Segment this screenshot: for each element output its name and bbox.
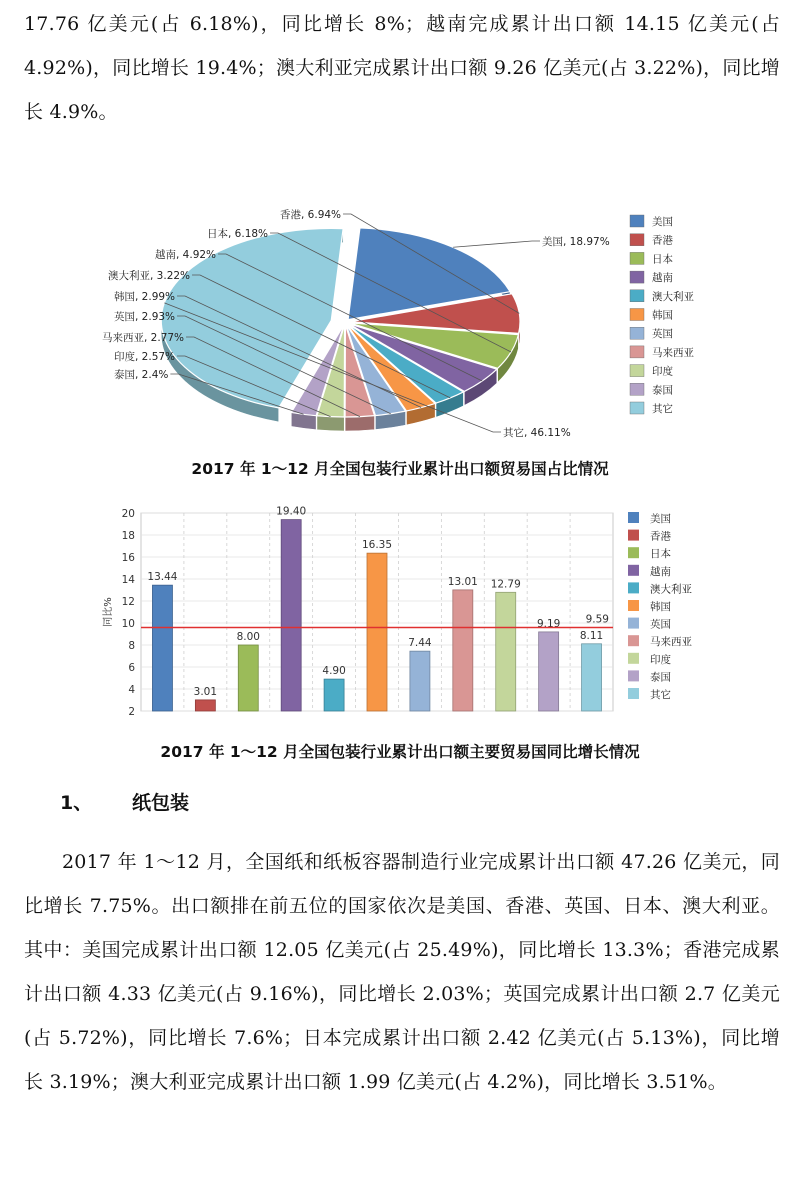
pie-legend-swatch-item-1 <box>630 234 644 246</box>
bar-item-4 <box>324 679 344 711</box>
bar-ytick-label: 20 <box>121 508 135 520</box>
bar-item-2 <box>238 645 258 711</box>
bar-legend-label-item-5: 韩国 <box>650 601 671 613</box>
pie-legend-label-item-1: 香港 <box>652 234 673 247</box>
pie-legend-label-item-6: 英国 <box>652 328 673 341</box>
pie-slice-side-item-8 <box>317 416 344 431</box>
bar-item-0 <box>152 585 172 711</box>
bar-legend-label-item-8: 印度 <box>650 653 671 666</box>
bar-value-label-item-10: 8.11 <box>579 629 604 642</box>
pie-legend-label-item-7: 马来西亚 <box>652 346 694 359</box>
bar-item-8 <box>496 592 516 711</box>
pie-legend-swatch-item-6 <box>630 327 644 339</box>
pie-legend-swatch-item-2 <box>630 252 644 264</box>
bar-legend-label-item-1: 香港 <box>650 530 671 543</box>
bar-item-7 <box>453 590 473 711</box>
pie-label-item-3: 越南, 4.92% <box>155 249 217 261</box>
bar-legend-swatch-item-4 <box>628 582 639 593</box>
bar-value-label-item-1: 3.01 <box>193 685 218 698</box>
bar-ytick-label: 12 <box>121 596 135 608</box>
bar-value-label-item-4: 4.90 <box>322 665 346 678</box>
pie-legend-label-item-3: 越南 <box>652 272 673 285</box>
bar-ytick-label: 18 <box>121 530 135 542</box>
bar-legend-label-item-7: 马来西亚 <box>650 636 692 649</box>
bar-ytick-label: 6 <box>128 662 135 674</box>
bar-ytick-label: 8 <box>128 640 135 652</box>
bar-legend-label-item-9: 泰国 <box>650 671 671 684</box>
pie-legend-label-item-8: 印度 <box>652 365 673 378</box>
pie-label-item-4: 澳大利亚, 3.22% <box>108 270 191 282</box>
pie-legend-label-item-9: 泰国 <box>652 384 673 397</box>
pie-legend-swatch-item-3 <box>630 271 644 283</box>
pie-legend-label-item-5: 韩国 <box>652 309 673 322</box>
pie-label-item-2: 日本, 6.18% <box>207 228 269 240</box>
pie-label-item-1: 香港, 6.94% <box>280 209 342 221</box>
bar-item-6 <box>410 651 430 711</box>
bar-item-10 <box>582 644 602 711</box>
bar-ytick-label: 10 <box>121 618 135 630</box>
bar-value-label-item-0: 13.44 <box>147 571 178 584</box>
bar-value-label-item-3: 19.40 <box>276 505 307 518</box>
pie-legend-label-item-0: 美国 <box>652 216 673 228</box>
bar-ytick-label: 2 <box>128 706 135 718</box>
pie-leader-item-0 <box>453 241 540 247</box>
bar-chart <box>95 497 715 719</box>
bar-legend-swatch-item-5 <box>628 600 639 611</box>
pie-label-item-5: 韩国, 2.99% <box>114 291 176 303</box>
pie-label-item-10: 其它, 46.11% <box>503 427 571 439</box>
bar-value-label-item-9: 9.19 <box>536 617 561 630</box>
bar-value-label-item-7: 13.01 <box>447 575 478 588</box>
pie-label-item-9: 泰国, 2.4% <box>114 369 169 381</box>
paper-packaging-paragraph: 2017 年 1～12 月，全国纸和纸板容器制造行业完成累计出口额 47.26 亿美元，同比增长 7.75%。出口额排在前五位的国家依次是美国、香港、英国、日本、澳大利亚。其中：美国完成累计出口额 12.05 亿美元(占 25.49%)，同比增长 13.3%；香港完成累计出口额 4.33 亿美元(占 9.16%)，同比增长 2.03%；英国完成累计出口额 2.7 亿美元(占 5.72%)，同比增长 7.6%；日本完成累计出口额 2.42 亿美元(占 5.13%)，同比增长 3.19%；澳大利亚完成累计出口额 1.99 亿美元(占 4.2%)，同比增长 3.51%。 <box>24 851 780 1093</box>
section-heading <box>60 788 189 815</box>
pie-legend-swatch-item-0 <box>630 215 644 227</box>
pie-legend-swatch-item-4 <box>630 290 644 302</box>
bar-legend-swatch-item-7 <box>628 635 639 646</box>
bar-legend <box>628 512 692 701</box>
bar-reference-label: 9.59 <box>585 613 609 626</box>
pie-legend-label-item-2: 日本 <box>652 253 673 266</box>
pie-chart <box>95 200 715 455</box>
bar-ytick-label: 4 <box>128 684 135 696</box>
pie-label-item-6: 英国, 2.93% <box>114 311 176 323</box>
bar-legend-swatch-item-9 <box>628 670 639 681</box>
bar-legend-label-item-3: 越南 <box>650 565 671 578</box>
pie-label-item-8: 印度, 2.57% <box>114 351 176 363</box>
pie-legend-swatch-item-7 <box>630 346 644 358</box>
bar-value-label-item-5: 16.35 <box>361 539 393 552</box>
pie-slice-side-item-7 <box>345 416 374 431</box>
bar-legend-label-item-2: 日本 <box>650 548 671 561</box>
pie-legend-label-item-10: 其它 <box>652 403 673 415</box>
bar-legend-swatch-item-0 <box>628 512 639 523</box>
bar-legend-swatch-item-1 <box>628 530 639 541</box>
bar-item-1 <box>195 700 215 711</box>
bar-chart-caption: 2017 年 1～12 月全国包装行业累计出口额主要贸易国同比增长情况 <box>160 743 640 761</box>
pie-legend <box>630 215 694 415</box>
pie-legend-swatch-item-9 <box>630 383 644 395</box>
bar-ylabel: 同比% <box>103 597 114 627</box>
bar-legend-label-item-10: 其它 <box>650 689 671 701</box>
bar-legend-label-item-6: 英国 <box>650 618 671 631</box>
pie-legend-label-item-4: 澳大利亚 <box>652 290 694 303</box>
bar-ytick-label: 14 <box>121 574 135 586</box>
bar-legend-label-item-0: 美国 <box>650 513 671 525</box>
bar-ytick-label: 16 <box>121 552 135 564</box>
pie-legend-swatch-item-8 <box>630 365 644 377</box>
bar-value-label-item-2: 8.00 <box>236 631 260 643</box>
bar-legend-label-item-4: 澳大利亚 <box>650 583 692 596</box>
pie-label-item-0: 美国, 18.97% <box>542 236 610 248</box>
bar-item-5 <box>367 553 387 711</box>
pie-legend-swatch-item-10 <box>630 402 644 414</box>
pie-chart-caption: 2017 年 1～12 月全国包装行业累计出口额贸易国占比情况 <box>191 460 609 478</box>
bar-legend-swatch-item-6 <box>628 618 639 629</box>
pie-label-item-7: 马来西亚, 2.77% <box>102 332 185 344</box>
bar-legend-swatch-item-3 <box>628 565 639 576</box>
bar-value-label-item-8: 12.79 <box>490 578 521 591</box>
intro-paragraph: 17.76 亿美元(占 6.18%)，同比增长 8%；越南完成累计出口额 14.15 亿美元(占 4.92%)，同比增长 19.4%；澳大利亚完成累计出口额 9.26 亿美元(占 3.22%)，同比增长 4.9%。 <box>24 13 780 123</box>
bar-legend-swatch-item-8 <box>628 653 639 664</box>
section-title: 纸包装 <box>132 792 190 814</box>
bar-legend-swatch-item-10 <box>628 688 639 699</box>
bar-item-9 <box>539 632 559 711</box>
bar-item-3 <box>281 520 301 711</box>
pie-legend-swatch-item-5 <box>630 309 644 321</box>
section-number: 1、 <box>60 792 93 814</box>
bar-value-label-item-6: 7.44 <box>408 637 432 650</box>
bar-legend-swatch-item-2 <box>628 547 639 558</box>
